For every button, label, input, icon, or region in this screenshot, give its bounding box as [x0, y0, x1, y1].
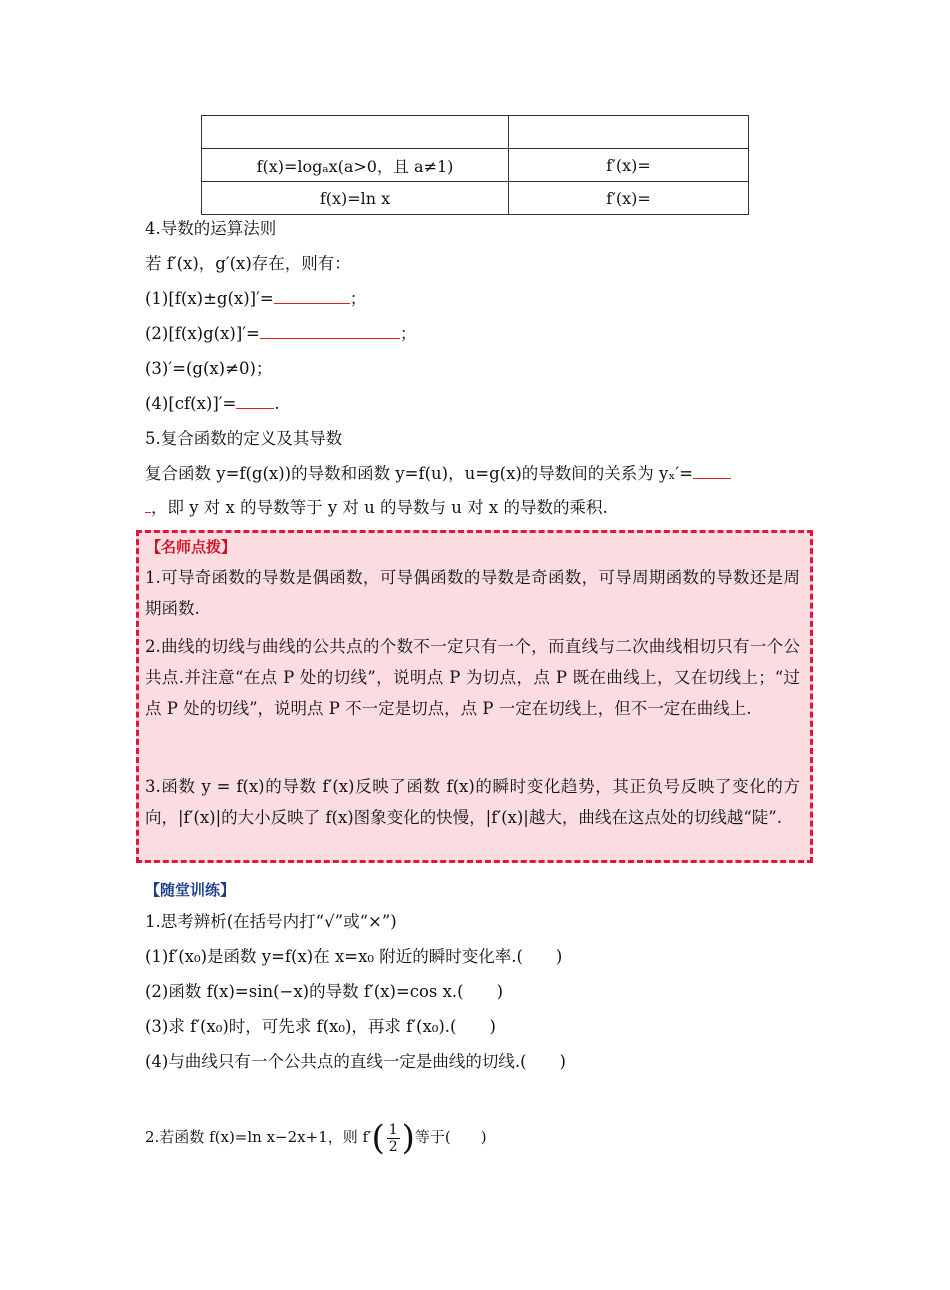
- question-2-tail: 等于( ): [414, 1128, 487, 1146]
- rule-1-punct: ；: [349, 289, 367, 308]
- table-row: [202, 149, 749, 182]
- composite-text: ，即 y 对 x 的导数等于 y 对 u 的导数与 u 对 x 的导数的乘积.: [151, 498, 608, 517]
- right-paren: ): [401, 1118, 415, 1158]
- tips-title: 【名师点拨】: [146, 538, 237, 556]
- rule-1: [145, 287, 366, 311]
- table-cell: f′(x)=: [509, 182, 749, 215]
- rule-2: [145, 322, 416, 346]
- rule-3: (3)′=(g(x)≠0)；: [145, 359, 273, 378]
- question-item: (4)与曲线只有一个公共点的直线一定是曲线的切线.( ): [145, 1052, 566, 1071]
- answer-blank[interactable]: [236, 394, 274, 409]
- table-cell: f(x)=logₐx(a>0，且 a≠1): [202, 149, 509, 182]
- table-cell: f′(x)=: [509, 149, 749, 182]
- composite-line-2: [145, 496, 608, 520]
- table-row: [202, 182, 749, 215]
- practice-title: 【随堂训练】: [145, 881, 236, 899]
- section-heading: 5.复合函数的定义及其导数: [145, 429, 343, 448]
- answer-blank[interactable]: [260, 324, 400, 339]
- table-cell: f(x)=ln x: [202, 182, 509, 215]
- answer-blank[interactable]: [274, 289, 350, 304]
- rule-4-punct: .: [274, 394, 280, 413]
- derivative-formula-table: [201, 115, 749, 215]
- tip-paragraph: 1.可导奇函数的导数是偶函数，可导偶函数的导数是奇函数，可导周期函数的导数还是周期函数.: [145, 568, 800, 618]
- fraction-numerator: 1: [388, 1121, 398, 1138]
- rule-1-text: (1)[f(x)±g(x)]′=: [145, 289, 274, 308]
- composite-text: 复合函数 y=f(g(x))的导数和函数 y=f(u)，u=g(x)的导数间的关系为 yₓ′=: [145, 464, 693, 483]
- rule-4-text: (4)[cf(x)]′=: [145, 394, 237, 413]
- question-item: (1)f′(x₀)是函数 y=f(x)在 x=x₀ 附近的瞬时变化率.( ): [145, 947, 563, 966]
- composite-line-1: [145, 462, 731, 486]
- question-item: (2)函数 f(x)=sin(−x)的导数 f′(x)=cos x.( ): [145, 982, 504, 1001]
- question-item: (3)求 f′(x₀)时，可先求 f(x₀)，再求 f′(x₀).( ): [145, 1017, 496, 1036]
- fraction: [387, 1122, 400, 1155]
- table-cell: [509, 116, 749, 149]
- tip-paragraph: 3.函数 y = f(x)的导数 f′(x)反映了函数 f(x)的瞬时变化趋势，其正负号反映了变化的方向，|f′(x)|的大小反映了 f(x)图象变化的快慢，|f′(x)|越大，曲线在这点处的切线越“陡”.: [145, 777, 800, 827]
- rule-2-punct: ；: [399, 324, 417, 343]
- tip-paragraph: 2.曲线的切线与曲线的公共点的个数不一定只有一个，而直线与二次曲线相切只有一个公共点.并注意“在点 P 处的切线”，说明点 P 为切点，点 P 既在曲线上，又在切线上；“过点 P 处的切线”，说明点 P 不一定是切点，点 P 一定在切线上，但不一定在曲线上.: [145, 637, 800, 718]
- rule-2-text: (2)[f(x)g(x)]′=: [145, 324, 260, 343]
- left-paren: (: [371, 1118, 385, 1158]
- table-row: [202, 116, 749, 149]
- rules-intro: 若 f′(x)，g′(x)存在，则有：: [145, 254, 351, 273]
- fraction-denominator: 2: [388, 1138, 398, 1155]
- table-cell: [202, 116, 509, 149]
- rule-4: [145, 392, 280, 416]
- question-2-text: 2.若函数 f(x)=ln x−2x+1，则 f′: [145, 1128, 372, 1146]
- question-2: [145, 1115, 487, 1160]
- section-heading: 4.导数的运算法则: [145, 219, 277, 238]
- question-1: 1.思考辨析(在括号内打“√”或“×”): [145, 912, 397, 931]
- answer-blank[interactable]: [693, 464, 731, 479]
